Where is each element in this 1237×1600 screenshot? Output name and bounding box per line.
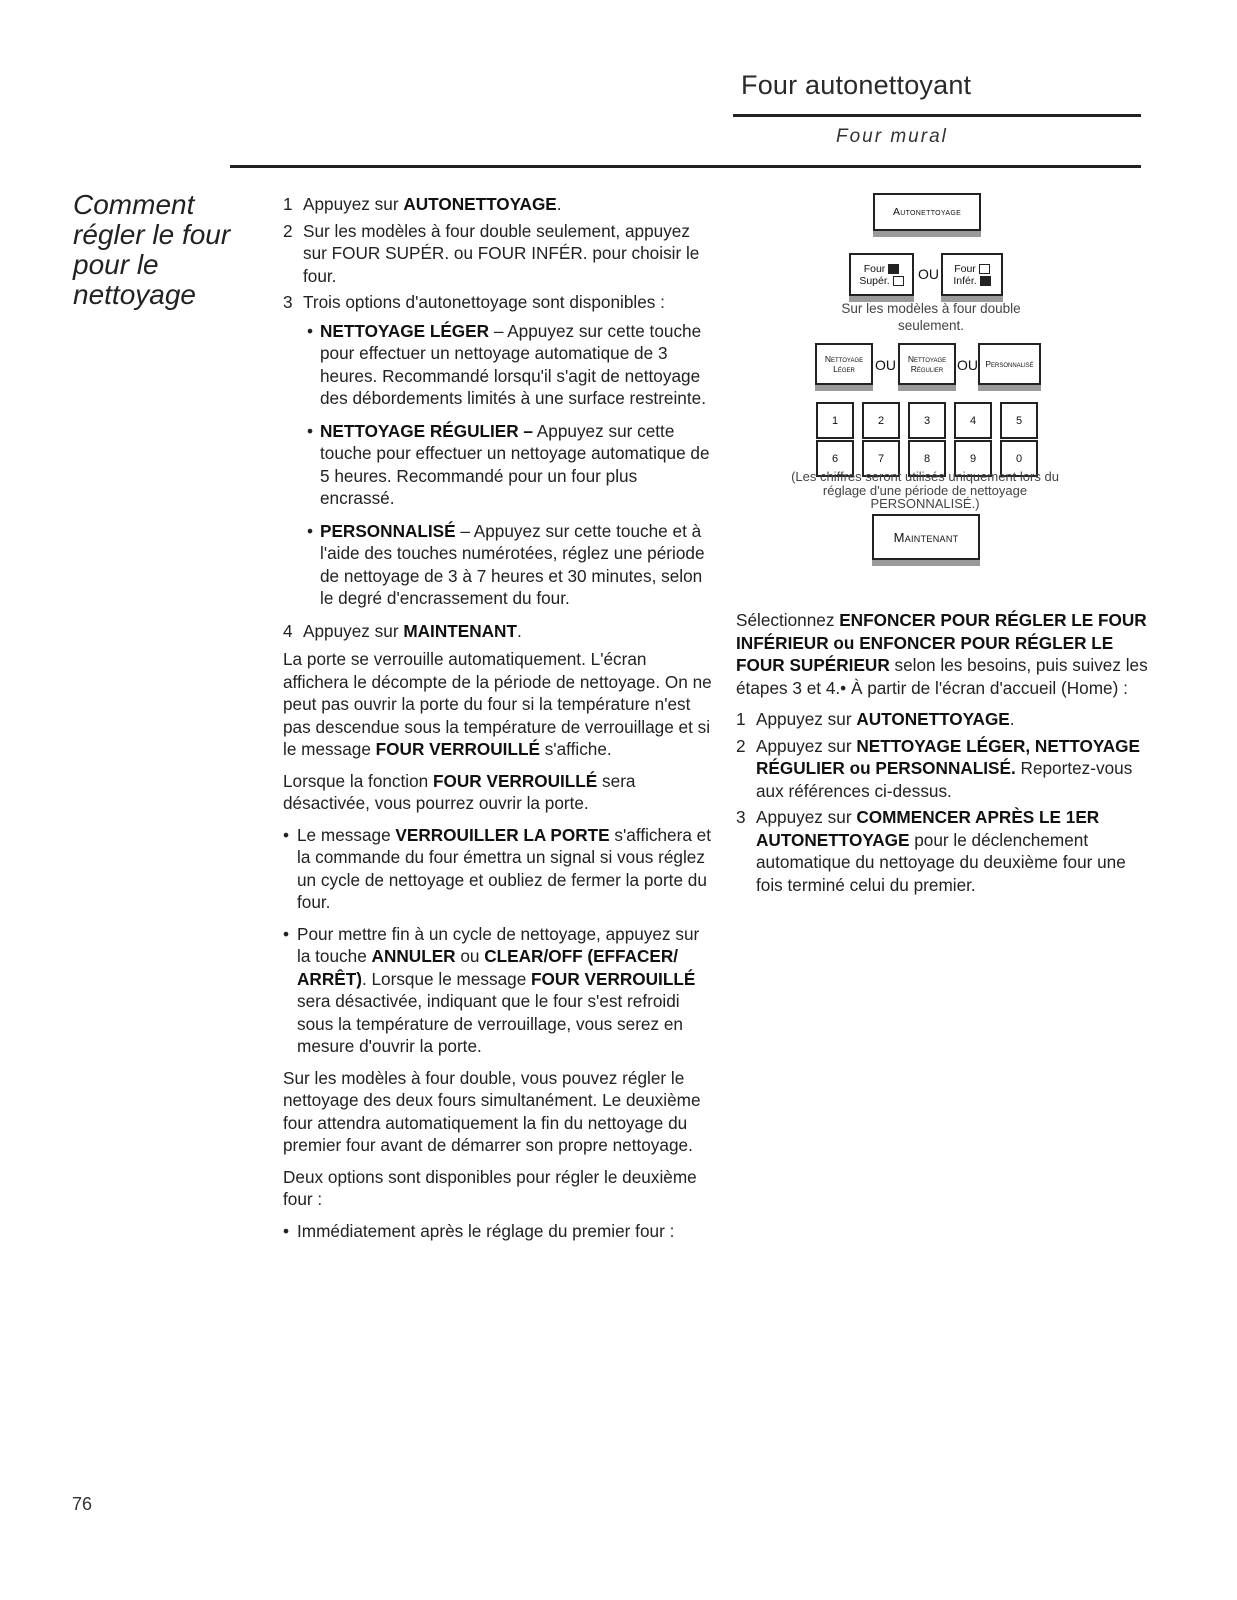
header-divider (230, 165, 1141, 168)
side-heading: Comment régler le four pour le nettoyage (73, 189, 231, 310)
bullet-cancel-cycle: • Pour mettre fin à un cycle de nettoyage, appuyez sur la touche ANNULER ou CLEAR/OFF (EFFACER/ ARRÊT). Lorsque le message FOUR VERROUILLÉ sera désactivée, indiquant que le four s'est refroidi sous la température de verrouillage, vous serez en mesure d'ouvrir la porte. (283, 923, 700, 1056)
paragraph-select-oven: Sélectionnez ENFONCER POUR RÉGLER LE FOUR INFÉRIEUR ou ENFONCER POUR RÉGLER LE FOUR SUPÉRIEUR selon les besoins, puis suivez les étapes 3 et 4.• À partir de l'écran d'accueil (Home) : (736, 610, 1148, 698)
paragraph-door-lock: La porte se verrouille automatiquement. L'écran affichera le décompte de la période de nettoyage. On ne peut pas ouvrir la porte du four si la température n'est pas descendue sous la température de verrouillage et si le message FOUR VERROUILLÉ s'affiche. (283, 649, 712, 759)
custom-clean-key: Personnalisé (978, 343, 1041, 385)
right-step-3: 3 Appuyez sur COMMENCER APRÈS LE 1ER AUTONETTOYAGE pour le déclenchement automatique du nettoyage du deuxième four une fois terminé celui du premier. (736, 807, 1126, 895)
step-4: 4 Appuyez sur MAINTENANT. (283, 620, 522, 641)
option-light-clean: • NETTOYAGE LÉGER – Appuyez sur cette touche pour effectuer un nettoyage automatique de 3 heures. Recommandé lorsqu'il s'agit de nettoyage des débordements limités à une surface restreinte. (307, 320, 706, 408)
or-label: OU (957, 357, 978, 373)
option-regular-clean: • NETTOYAGE RÉGULIER – Appuyez sur cette touche pour effectuer un nettoyage automatique de 5 heures. Recommandé pour un four plus encrassé. (307, 420, 710, 508)
or-label: OU (918, 266, 939, 282)
paragraph-double-oven: Sur les modèles à four double, vous pouvez régler le nettoyage des deux fours simultanément. Le deuxième four attendra automatiquement la fin du nettoyage du premier four avant de démarrer son propre nettoyage. (283, 1067, 701, 1155)
digit-key: 2 (862, 402, 900, 439)
step-3: 3 Trois options d'autonettoyage sont disponibles : (283, 292, 665, 312)
page-number: 76 (72, 1494, 93, 1514)
digit-key: 4 (954, 402, 992, 439)
start-now-key: Maintenant (872, 514, 980, 560)
right-step-1: 1 Appuyez sur AUTONETTOYAGE. (736, 709, 1015, 729)
digit-key: 6 (816, 440, 854, 477)
light-clean-key: Nettoyage Léger (815, 343, 873, 385)
digit-key: 1 (816, 402, 854, 439)
cleaning-options (307, 320, 713, 610)
or-label: OU (875, 357, 896, 373)
digit-key: 3 (908, 402, 946, 439)
page-section-title: Four autonettoyant (741, 70, 972, 100)
step-2: 2 Sur les modèles à four double seulement, appuyez sur FOUR SUPÉR. ou FOUR INFÉR. pour choisir le four. (283, 220, 700, 286)
instructions-right (736, 609, 1156, 900)
self-clean-key: Autonettoyage (873, 193, 981, 231)
page-section-subtitle: Four mural (836, 126, 948, 147)
lower-oven-key: Four Infér. (941, 253, 1003, 296)
paragraph-unlock: Lorsque la fonction FOUR VERROUILLÉ sera désactivée, vous pourrez ouvrir la porte. (283, 770, 636, 813)
option-custom-clean: • PERSONNALISÉ – Appuyez sur cette touche et à l'aide des touches numérotées, réglez une période de nettoyage de 3 à 7 heures et 30 minutes, selon le degré d'encrassement du four. (307, 520, 705, 608)
step-1: 1 Appuyez sur AUTONETTOYAGE. (283, 194, 562, 214)
double-oven-caption: Sur les modèles à four double seulement. (841, 301, 1021, 333)
instructions-left (283, 193, 713, 1251)
digits-caption: (Les chiffres seront utilisés uniquement lors du réglage d'une période de nettoyage PERSONNALISÉ.) (791, 469, 1059, 511)
bullet-lock-door-message: • Le message VERROUILLER LA PORTE s'affichera et la commande du four émettra un signal si vous réglez un cycle de nettoyage et oubliez de fermer la porte du four. (283, 824, 712, 912)
digit-key: 0 (1000, 440, 1038, 477)
digit-key: 5 (1000, 402, 1038, 439)
bullet-immediately: • Immédiatement après le réglage du premier four : (283, 1220, 675, 1241)
digit-key: 7 (862, 440, 900, 477)
header-rule (733, 114, 1141, 117)
paragraph-two-options: Deux options sont disponibles pour régler le deuxième four : (283, 1166, 697, 1209)
right-step-2: 2 Appuyez sur NETTOYAGE LÉGER, NETTOYAGE RÉGULIER ou PERSONNALISÉ. Reportez-vous aux références ci-dessus. (736, 735, 1140, 801)
regular-clean-key: Nettoyage Régulier (898, 343, 956, 385)
upper-oven-key: Four Supér. (849, 253, 914, 296)
digit-key: 9 (954, 440, 992, 477)
digit-key: 8 (908, 440, 946, 477)
